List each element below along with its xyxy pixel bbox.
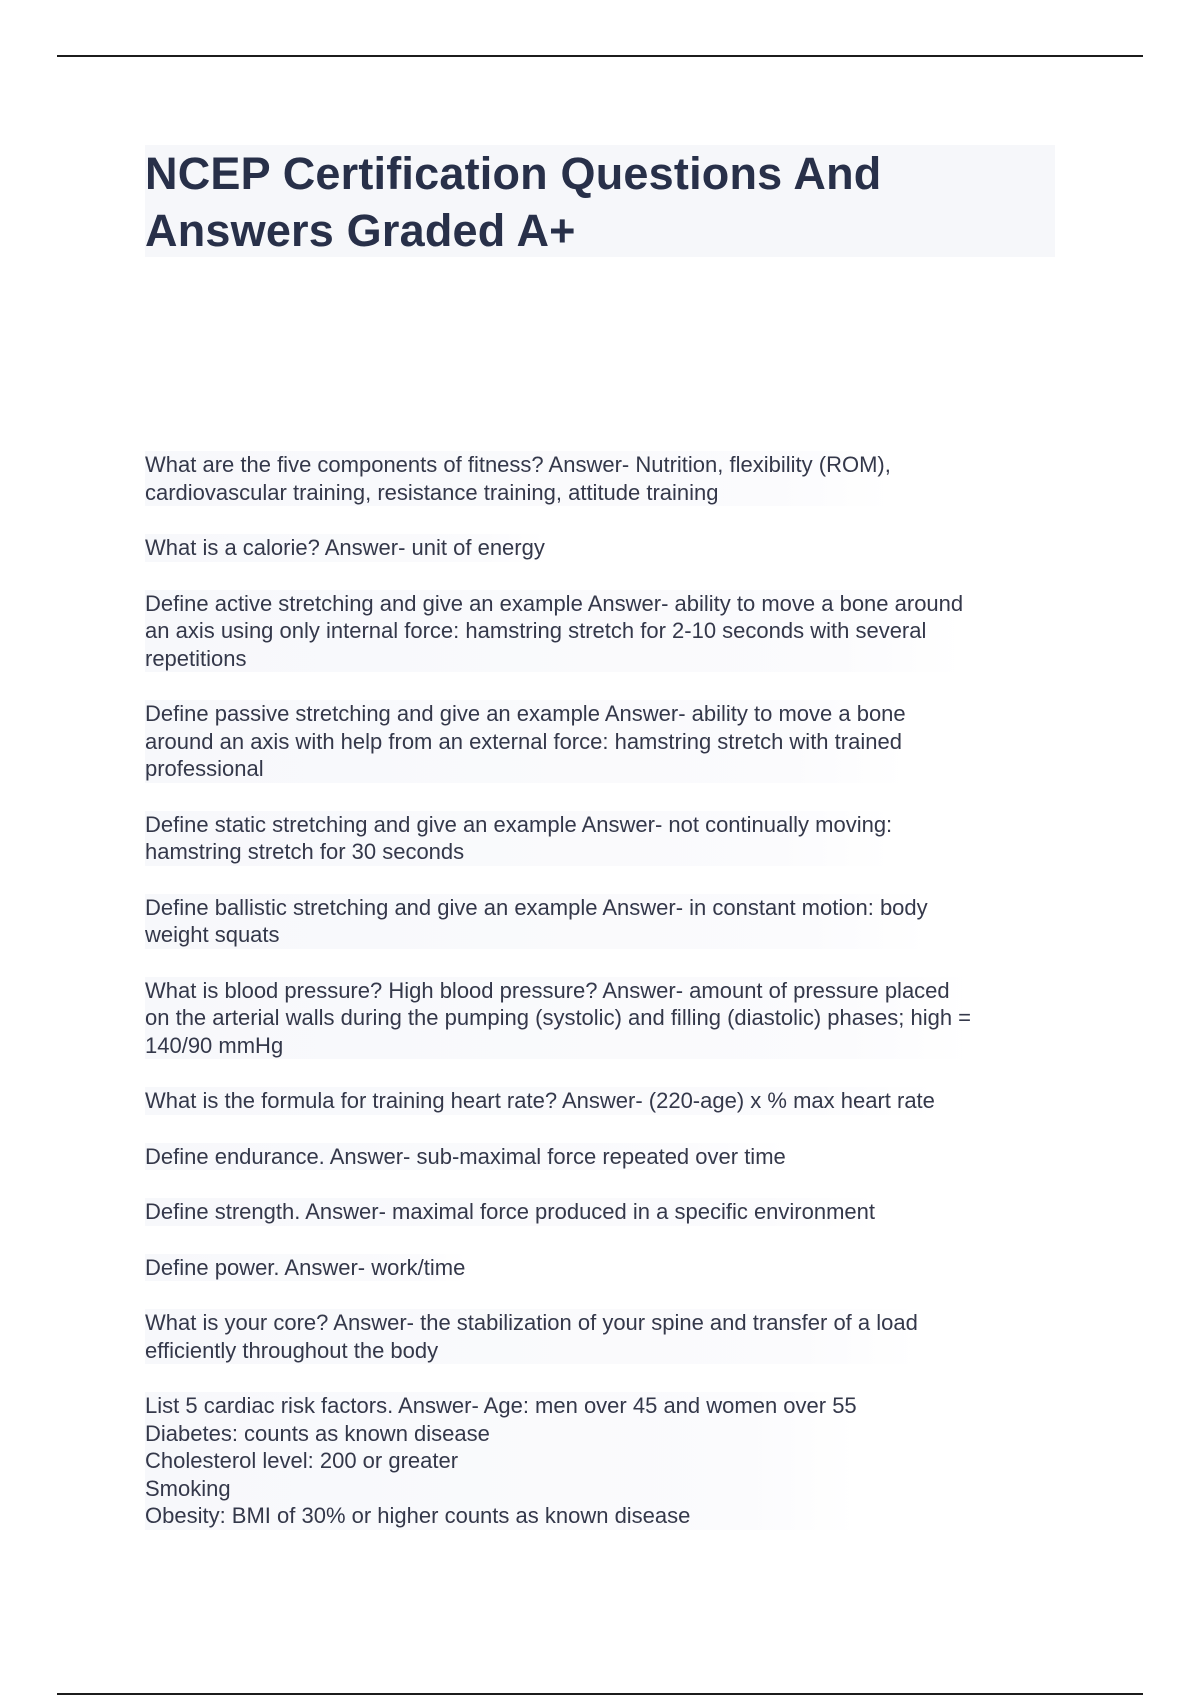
- top-rule: [57, 55, 1143, 57]
- qa-item: What is blood pressure? High blood pressure? Answer- amount of pressure placed on the arterial walls during the pumping (systolic) and filling (diastolic) phases; high = 140/90 mmHg: [145, 977, 972, 1058]
- qa-item: What is your core? Answer- the stabilization of your spine and transfer of a load efficiently throughout the body: [145, 1310, 918, 1363]
- qa-item: Define ballistic stretching and give an example Answer- in constant motion: body weight squats: [145, 894, 928, 947]
- title-block: [145, 145, 1055, 257]
- bottom-rule: [57, 1693, 1143, 1695]
- qa-item: What is a calorie? Answer- unit of energy: [145, 535, 545, 560]
- qa-item: Define static stretching and give an example Answer- not continually moving: hamstring stretch for 30 seconds: [145, 811, 893, 864]
- qa-item: Define endurance. Answer- sub-maximal force repeated over time: [145, 1143, 786, 1169]
- document-title: NCEP Certification Questions And Answers Graded A+: [145, 148, 882, 256]
- qa-item: Define strength. Answer- maximal force produced in a specific environment: [145, 1199, 876, 1224]
- qa-item: What are the five components of fitness? Answer- Nutrition, flexibility (ROM), cardiovascular training, resistance training, attitude training: [145, 452, 891, 505]
- qa-item: Define passive stretching and give an example Answer- ability to move a bone around an axis with help from an external force: hamstring stretch with trained professional: [145, 701, 906, 781]
- qa-item: Define power. Answer- work/time: [145, 1254, 466, 1280]
- qa-item: What is the formula for training heart rate? Answer- (220-age) x % max heart rate: [145, 1088, 935, 1113]
- qa-item: List 5 cardiac risk factors. Answer- Age: men over 45 and women over 55 Diabetes: counts as known disease Cholesterol level: 200 or greater Smoking Obesity: BMI of 30% or higher counts as known disease: [145, 1393, 857, 1528]
- qa-list: [145, 451, 1065, 1558]
- qa-item: Define active stretching and give an example Answer- ability to move a bone around an axis using only internal force: hamstring stretch for 2-10 seconds with several repetitions: [145, 590, 964, 671]
